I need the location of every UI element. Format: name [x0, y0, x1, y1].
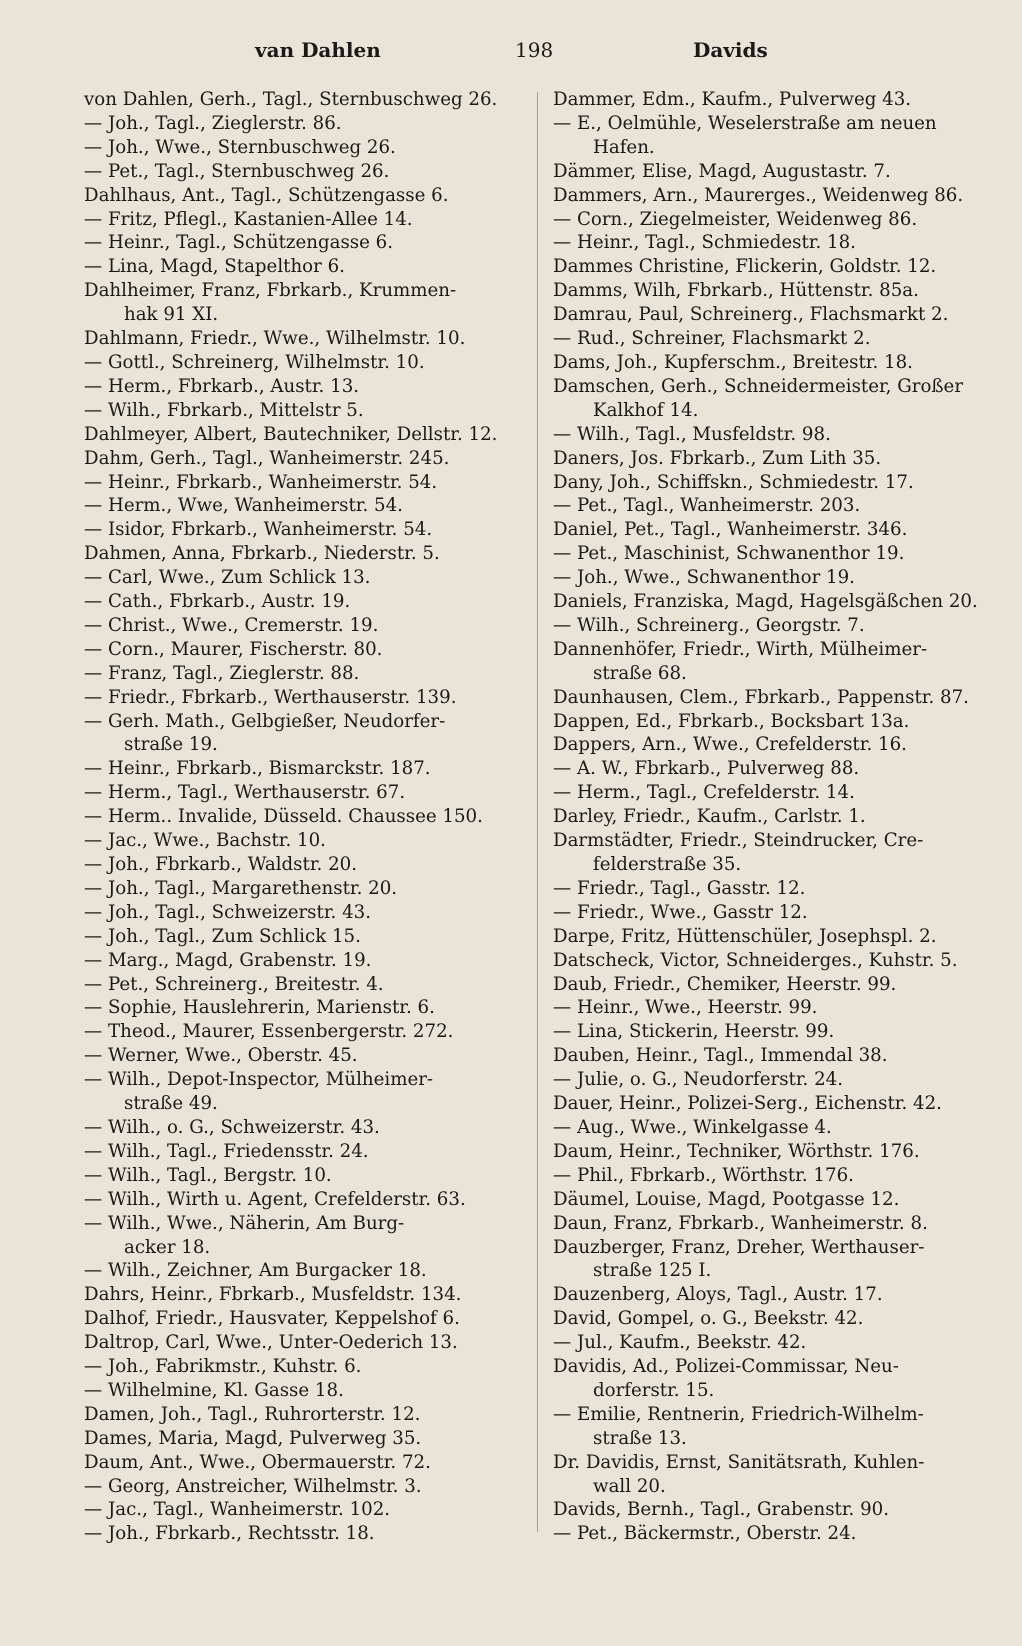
- directory-entry-line: — Friedr., Fbrkarb., Werthauserstr. 139.: [84, 686, 457, 708]
- directory-entry-line: — A. W., Fbrkarb., Pulverweg 88.: [553, 758, 860, 780]
- directory-entry-line: Dahrs, Heinr., Fbrkarb., Musfeldstr. 134.: [84, 1284, 462, 1306]
- directory-entry-line: Däumel, Louise, Magd, Pootgasse 12.: [553, 1188, 900, 1210]
- directory-entry-line: Dahmen, Anna, Fbrkarb., Niederstr. 5.: [84, 543, 440, 565]
- directory-entry-line: — Friedr., Tagl., Gasstr. 12.: [553, 877, 806, 899]
- directory-entry-line: — Pet., Schreinerg., Breitestr. 4.: [84, 973, 384, 995]
- directory-entry-line: Dauzberger, Franz, Dreher, Werthauser-: [553, 1236, 925, 1258]
- directory-entry-line: — Herm.. Invalide, Düsseld. Chaussee 150.: [84, 806, 483, 828]
- directory-entry-line: Daum, Heinr., Techniker, Wörthstr. 176.: [553, 1140, 920, 1162]
- directory-entry-line: — Corn., Ziegelmeister, Weidenweg 86.: [553, 208, 918, 230]
- directory-entry-line: Dahm, Gerh., Tagl., Wanheimerstr. 245.: [84, 447, 450, 469]
- directory-entry-line: Darley, Friedr., Kaufm., Carlstr. 1.: [553, 806, 866, 828]
- directory-entry-line: — Aug., Wwe., Winkelgasse 4.: [553, 1116, 832, 1138]
- directory-entry-line: — Wilh., o. G., Schweizerstr. 43.: [84, 1116, 380, 1138]
- directory-entry-line: Dahlmann, Friedr., Wwe., Wilhelmstr. 10.: [84, 328, 466, 350]
- directory-entry-line: Kalkhof 14.: [593, 399, 699, 421]
- directory-entry-line: Daum, Ant., Wwe., Obermauerstr. 72.: [84, 1451, 431, 1473]
- directory-entry-line: — Joh., Wwe., Sternbuschweg 26.: [84, 136, 396, 158]
- directory-entry-line: — Lina, Magd, Stapelthor 6.: [84, 256, 345, 278]
- directory-entry-line: — Wilhelmine, Kl. Gasse 18.: [84, 1379, 344, 1401]
- directory-entry-line: Dappen, Ed., Fbrkarb., Bocksbart 13a.: [553, 710, 910, 732]
- directory-entry-line: — E., Oelmühle, Weselerstraße am neuen: [553, 112, 937, 134]
- directory-entry-line: dorferstr. 15.: [593, 1379, 715, 1401]
- directory-entry-line: — Pet., Tagl., Wanheimerstr. 203.: [553, 495, 861, 517]
- directory-entry-line: Darmstädter, Friedr., Steindrucker, Cre-: [553, 830, 924, 852]
- directory-entry-line: David, Gompel, o. G., Beekstr. 42.: [553, 1308, 864, 1330]
- directory-entry-line: — Jul., Kaufm., Beekstr. 42.: [553, 1332, 807, 1354]
- directory-entry-line: wall 20.: [593, 1475, 666, 1497]
- directory-entry-line: straße 19.: [124, 734, 218, 756]
- directory-entry-line: von Dahlen, Gerh., Tagl., Sternbuschweg 26.: [84, 89, 498, 110]
- directory-entry-line: — Pet., Bäckermstr., Oberstr. 24.: [553, 1523, 857, 1545]
- directory-entry-line: felderstraße 35.: [593, 854, 742, 875]
- directory-entry-line: Daniels, Franziska, Magd, Hagelsgäßchen 20.: [553, 591, 978, 613]
- directory-entry-line: hak 91 XI.: [124, 304, 219, 326]
- directory-entry-line: — Heinr., Wwe., Heerstr. 99.: [553, 997, 818, 1019]
- directory-entry-line: — Wilh., Wirth u. Agent, Crefelderstr. 63.: [84, 1188, 466, 1210]
- right-column: [553, 88, 985, 1546]
- directory-entry-line: — Marg., Magd, Grabenstr. 19.: [84, 949, 372, 971]
- directory-entry-line: Dauzenberg, Aloys, Tagl., Austr. 17.: [553, 1284, 883, 1306]
- directory-entry-line: — Joh., Fbrkarb., Waldstr. 20.: [84, 854, 358, 875]
- directory-entry-line: Damschen, Gerh., Schneidermeister, Großer: [553, 375, 964, 397]
- directory-entry-line: Damen, Joh., Tagl., Ruhrorterstr. 12.: [84, 1403, 421, 1425]
- directory-entry-line: — Julie, o. G., Neudorferstr. 24.: [553, 1069, 844, 1091]
- directory-entry-line: — Heinr., Fbrkarb., Bismarckstr. 187.: [84, 758, 431, 780]
- directory-entry-line: Dahlmeyer, Albert, Bautechniker, Dellstr. 12.: [84, 423, 498, 445]
- directory-entry-line: — Herm., Tagl., Werthauserstr. 67.: [84, 782, 406, 804]
- directory-entry-line: — Herm., Wwe, Wanheimerstr. 54.: [84, 495, 403, 517]
- directory-entry-line: Datscheck, Victor, Schneiderges., Kuhstr. 5.: [553, 949, 958, 971]
- directory-entry-line: — Heinr., Tagl., Schützengasse 6.: [84, 232, 394, 254]
- directory-entry-line: Dauben, Heinr., Tagl., Immendal 38.: [553, 1045, 888, 1067]
- directory-entry-line: — Pet., Maschinist, Schwanenthor 19.: [553, 543, 905, 565]
- directory-entry-line: — Joh., Fbrkarb., Rechtsstr. 18.: [84, 1523, 375, 1545]
- directory-entry-line: Damrau, Paul, Schreinerg., Flachsmarkt 2.: [553, 304, 949, 326]
- directory-entry-line: — Heinr., Tagl., Schmiedestr. 18.: [553, 232, 856, 254]
- directory-entry-line: Dr. Davidis, Ernst, Sanitätsrath, Kuhlen-: [553, 1451, 925, 1473]
- directory-entry-line: Hafen.: [593, 136, 655, 158]
- directory-entry-line: — Phil., Fbrkarb., Wörthstr. 176.: [553, 1164, 854, 1186]
- directory-entry-line: straße 49.: [124, 1093, 218, 1115]
- directory-entry-line: — Joh., Tagl., Margarethenstr. 20.: [84, 877, 398, 899]
- directory-entry-line: — Corn., Maurer, Fischerstr. 80.: [84, 638, 383, 660]
- directory-entry-line: straße 68.: [593, 662, 687, 684]
- directory-entry-line: — Emilie, Rentnerin, Friedrich-Wilhelm-: [553, 1403, 924, 1425]
- directory-entry-line: — Rud., Schreiner, Flachsmarkt 2.: [553, 328, 871, 350]
- directory-entry-line: acker 18.: [124, 1236, 211, 1258]
- directory-entry-line: Dames, Maria, Magd, Pulverweg 35.: [84, 1427, 422, 1449]
- directory-entry-line: — Fritz, Pflegl., Kastanien-Allee 14.: [84, 208, 413, 230]
- directory-entry-line: straße 13.: [593, 1427, 687, 1449]
- directory-entry-line: — Heinr., Fbrkarb., Wanheimerstr. 54.: [84, 471, 438, 493]
- directory-entry-line: Dammers, Arn., Maurerges., Weidenweg 86.: [553, 184, 964, 206]
- directory-entry-line: straße 125 I.: [593, 1260, 712, 1282]
- directory-entry-line: — Jac., Tagl., Wanheimerstr. 102.: [84, 1499, 391, 1521]
- directory-entry-line: — Wilh., Depot-Inspector, Mülheimer-: [84, 1069, 434, 1091]
- directory-entry-line: — Carl, Wwe., Zum Schlick 13.: [84, 567, 371, 589]
- page-number: 198: [515, 38, 554, 62]
- running-header: [0, 38, 1022, 70]
- directory-entry-line: — Joh., Tagl., Zum Schlick 15.: [84, 925, 361, 947]
- directory-entry-line: Daunhausen, Clem., Fbrkarb., Pappenstr. 87.: [553, 686, 969, 708]
- directory-entry-line: — Lina, Stickerin, Heerstr. 99.: [553, 1021, 835, 1043]
- directory-entry-line: Daun, Franz, Fbrkarb., Wanheimerstr. 8.: [553, 1212, 928, 1234]
- directory-entry-line: Daltrop, Carl, Wwe., Unter-Oederich 13.: [84, 1332, 458, 1354]
- directory-entry-line: — Franz, Tagl., Zieglerstr. 88.: [84, 662, 360, 684]
- directory-entry-line: — Theod., Maurer, Essenbergerstr. 272.: [84, 1021, 454, 1043]
- directory-entry-line: Dannenhöfer, Friedr., Wirth, Mülheimer-: [553, 638, 928, 660]
- directory-entry-line: — Herm., Tagl., Crefelderstr. 14.: [553, 782, 855, 804]
- directory-entry-line: — Cath., Fbrkarb., Austr. 19.: [84, 591, 351, 613]
- directory-entry-line: — Georg, Anstreicher, Wilhelmstr. 3.: [84, 1475, 422, 1497]
- directory-entry-line: — Joh., Wwe., Schwanenthor 19.: [553, 567, 855, 589]
- directory-entry-line: — Christ., Wwe., Cremerstr. 19.: [84, 614, 379, 636]
- directory-entry-line: — Wilh., Zeichner, Am Burgacker 18.: [84, 1260, 427, 1282]
- directory-entry-line: Dahlhaus, Ant., Tagl., Schützengasse 6.: [84, 184, 449, 206]
- directory-entry-line: — Sophie, Hauslehrerin, Marienstr. 6.: [84, 997, 435, 1019]
- header-first-entry: van Dahlen: [255, 38, 381, 62]
- directory-entry-line: Daners, Jos. Fbrkarb., Zum Lith 35.: [553, 447, 882, 469]
- directory-entry-line: — Wilh., Schreinerg., Georgstr. 7.: [553, 614, 865, 636]
- directory-entry-line: — Jac., Wwe., Bachstr. 10.: [84, 830, 326, 852]
- directory-entry-line: — Isidor, Fbrkarb., Wanheimerstr. 54.: [84, 519, 433, 541]
- header-last-entry: Davids: [693, 38, 768, 62]
- directory-entry-line: Davids, Bernh., Tagl., Grabenstr. 90.: [553, 1499, 890, 1521]
- directory-entry-line: Daub, Friedr., Chemiker, Heerstr. 99.: [553, 973, 897, 995]
- directory-entry-line: — Pet., Tagl., Sternbuschweg 26.: [84, 160, 390, 182]
- directory-entry-line: — Wilh., Tagl., Musfeldstr. 98.: [553, 423, 831, 445]
- directory-entry-line: — Gerh. Math., Gelbgießer, Neudorfer-: [84, 710, 446, 732]
- directory-entry-line: Dämmer, Elise, Magd, Augustastr. 7.: [553, 160, 891, 182]
- directory-entry-line: Dahlheimer, Franz, Fbrkarb., Krummen-: [84, 280, 457, 302]
- directory-entry-line: Darpe, Fritz, Hüttenschüler, Josephspl. 2.: [553, 925, 937, 947]
- directory-entry-line: — Wilh., Tagl., Bergstr. 10.: [84, 1164, 332, 1186]
- directory-entry-line: — Werner, Wwe., Oberstr. 45.: [84, 1045, 358, 1067]
- directory-entry-line: Dany, Joh., Schiffskn., Schmiedestr. 17.: [553, 471, 914, 493]
- directory-entry-line: Dappers, Arn., Wwe., Crefelderstr. 16.: [553, 734, 907, 756]
- directory-entry-line: — Joh., Fabrikmstr., Kuhstr. 6.: [84, 1356, 362, 1378]
- column-divider: [537, 92, 538, 1532]
- directory-entry-line: Davidis, Ad., Polizei-Commissar, Neu-: [553, 1356, 899, 1378]
- directory-entry-line: — Herm., Fbrkarb., Austr. 13.: [84, 375, 360, 397]
- directory-entry-line: — Wilh., Tagl., Friedensstr. 24.: [84, 1140, 369, 1162]
- directory-entry-line: Daniel, Pet., Tagl., Wanheimerstr. 346.: [553, 519, 908, 541]
- directory-entry-line: Damms, Wilh, Fbrkarb., Hüttenstr. 85a.: [553, 280, 919, 302]
- directory-entry-line: — Gottl., Schreinerg, Wilhelmstr. 10.: [84, 351, 425, 373]
- directory-entry-line: Dammer, Edm., Kaufm., Pulverweg 43.: [553, 89, 912, 110]
- left-column: [84, 88, 516, 1546]
- directory-entry-line: Dauer, Heinr., Polizei-Serg., Eichenstr. 42.: [553, 1093, 942, 1115]
- directory-entry-line: — Wilh., Wwe., Näherin, Am Burg-: [84, 1212, 405, 1234]
- directory-entry-line: Dalhof, Friedr., Hausvater, Keppelshof 6.: [84, 1308, 460, 1330]
- directory-entry-line: — Friedr., Wwe., Gasstr 12.: [553, 901, 808, 923]
- directory-entry-line: — Wilh., Fbrkarb., Mittelstr 5.: [84, 399, 364, 421]
- directory-entry-line: — Joh., Tagl., Schweizerstr. 43.: [84, 901, 372, 923]
- directory-entry-line: Dams, Joh., Kupferschm., Breitestr. 18.: [553, 351, 913, 373]
- directory-entry-line: Dammes Christine, Flickerin, Goldstr. 12.: [553, 256, 937, 278]
- directory-entry-line: — Joh., Tagl., Zieglerstr. 86.: [84, 112, 342, 134]
